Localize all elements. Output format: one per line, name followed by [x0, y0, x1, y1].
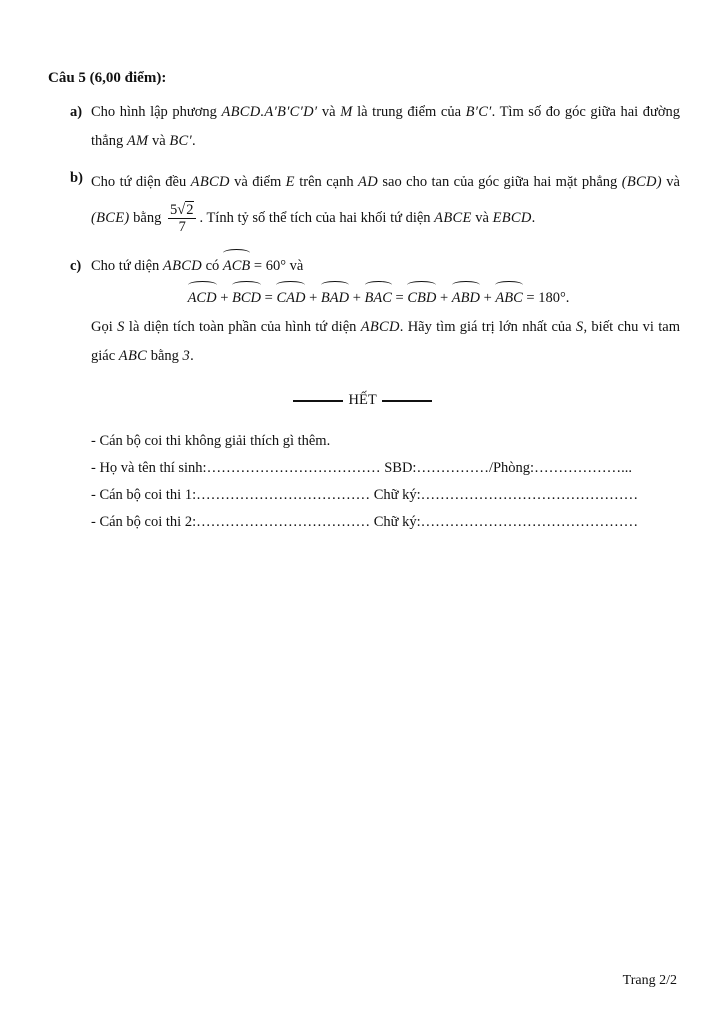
part-a: [70, 98, 680, 156]
note-line: - Cán bộ coi thi 2:……………………………… Chữ ký:………………………………………: [91, 514, 639, 530]
math-cube: ABCD.A′B′C′D′: [221, 104, 318, 120]
arc-angle: ACB: [223, 252, 250, 281]
part-b-text: Cho tứ diện đều ABCD và điểm E trên cạnh AD sao cho tan của góc giữa hai mặt phẳng (BCD) và (BCE) bằng $\frac{5√2}{7}$ . Tính tỷ số thể tích của hai khối tứ diện ABCE và EBCD.: [91, 174, 680, 236]
note-line: - Họ và tên thí sinh:……………………………… SBD:……………/Phòng:………………...: [91, 460, 632, 476]
part-a-text: Cho hình lập phương ABCD.A′B′C′D′ và M là trung điểm của B′C′. Tìm số đo góc giữa hai đường thẳng AM và BC′.: [91, 104, 681, 149]
part-a-label: a): [70, 104, 83, 120]
note-line: - Cán bộ coi thi không giải thích gì thêm.: [91, 433, 331, 449]
math-am: AM: [126, 133, 149, 149]
question-title: Câu 5 (6,00 điểm):: [48, 70, 167, 86]
part-c-text: Cho tứ diện ABCD có ACB = 60° và ACD + BCD = CAD + BAD + BAC = CBD + ABD + ABC = 180°. Gọi S là diện tích toàn phần của hình tứ diện ABCD. Hãy tìm giá trị lớn nhất của S, biết chu vi tam giác ABC bằng 3.: [91, 252, 680, 371]
divider: [293, 400, 343, 402]
part-c: [70, 252, 680, 371]
end-text: HẾT: [348, 392, 377, 408]
note-line: - Cán bộ coi thi 1:……………………………… Chữ ký:………………………………………: [91, 487, 639, 503]
end-marker: [0, 392, 725, 409]
page-number: Trang 2/2: [622, 973, 677, 988]
part-b: [70, 164, 680, 236]
math-bc2: BC′: [169, 133, 192, 149]
part-b-label: b): [70, 170, 83, 186]
exam-notes: [91, 428, 681, 536]
fraction: $\frac{5√2}{7}$: [168, 202, 196, 235]
math-m: M: [340, 104, 353, 120]
angle-equation: ACD + BCD = CAD + BAD + BAC = CBD + ABD + ABC = 180°.: [77, 284, 680, 313]
math-bc-prime: B′C′: [465, 104, 492, 120]
divider: [382, 400, 432, 402]
part-c-label: c): [70, 258, 82, 274]
